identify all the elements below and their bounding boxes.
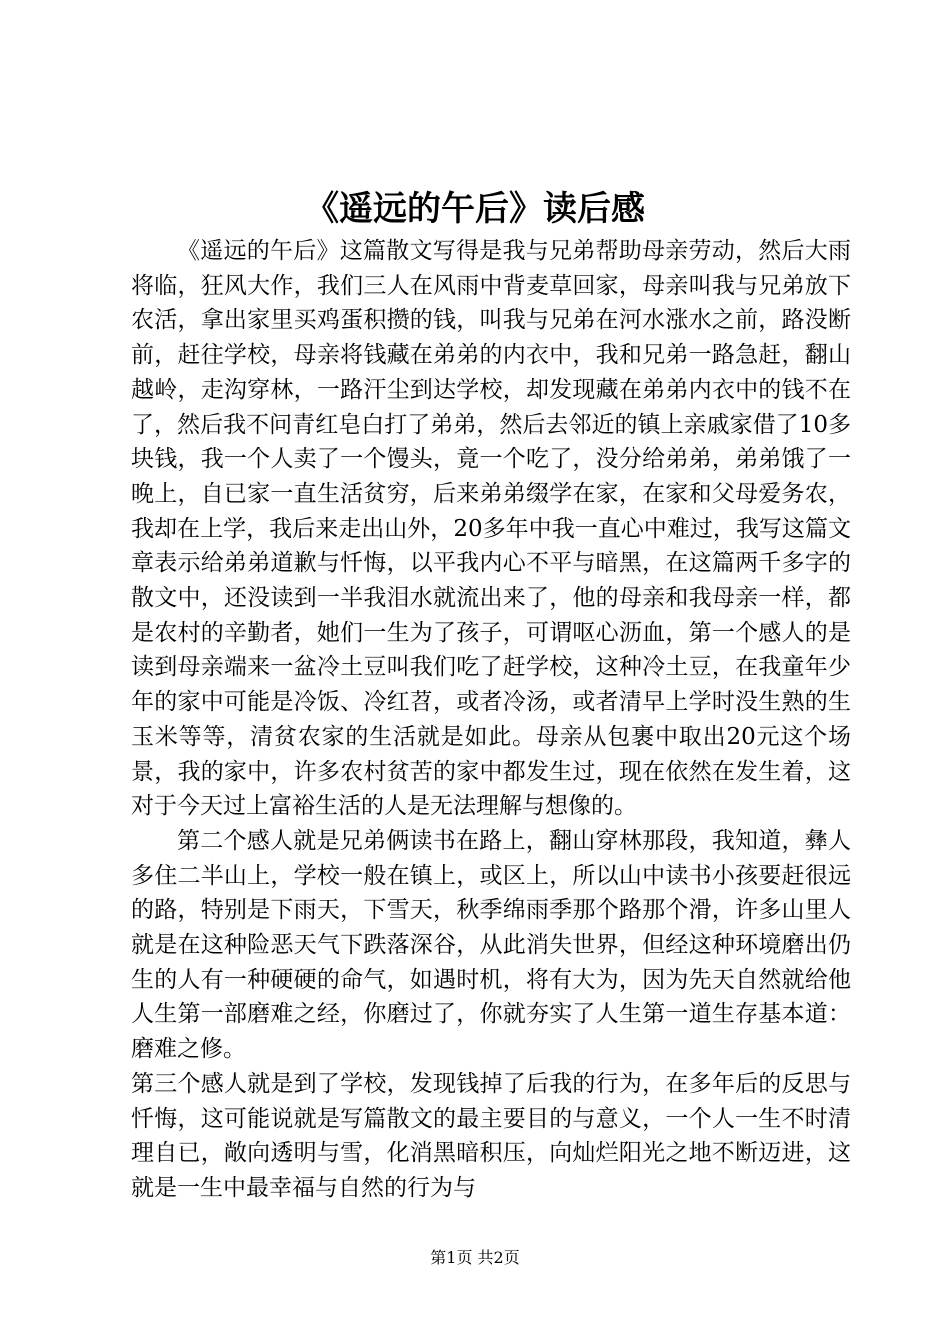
page-footer: 第1页 共2页 (430, 1248, 520, 1267)
paragraph-1: 《遥远的午后》这篇散文写得是我与兄弟帮助母亲劳动，然后大雨将临，狂风大作，我们三人在风雨中背麦草回家，母亲叫我与兄弟放下农活，拿出家里买鸡蛋积攒的钱，叫我与兄弟在河水涨水之前，路没断前，赶往学校，母亲将钱藏在弟弟的内衣中，我和兄弟一路急赶，翻山越岭，走沟穿林，一路汗尘到达学校，却发现藏在弟弟内衣中的钱不在了，然后我不问青红皂白打了弟弟，然后去邻近的镇上亲戚家借了10多块钱，我一个人卖了一个馒头，竟一个吃了，没分给弟弟，弟弟饿了一晚上，自已家一直生活贫穷，后来弟弟缀学在家，在家和父母爱务农，我却在上学，我后来走出山外，20多年中我一直心中难过，我写这篇文章表示给弟弟道歉与忏悔，以平我内心不平与暗黑，在这篇两千多字的散文中，还没读到一半我泪水就流出来了，他的母亲和我母亲一样，都是农村的辛勤者，她们一生为了孩子，可谓呕心沥血，第一个感人的是读到母亲端来一盆冷土豆叫我们吃了赶学校，这种冷土豆，在我童年少年的家中可能是冷饭、冷红苕，或者冷汤，或者清早上学时没生熟的生玉米等等，清贫农家的生活就是如此。母亲从包裹中取出20元这个场景，我的家中，许多农村贫苦的家中都发生过，现在依然在发生着，这对于今天过上富裕生活的人是无法理解与想像的。 (131, 238, 851, 820)
document-title: 《遥远的午后》读后感 (305, 189, 645, 229)
document-body (131, 234, 851, 1206)
paragraph-3: 第三个感人就是到了学校，发现钱掉了后我的行为，在多年后的反思与忏悔，这可能说就是写篇散文的最主要目的与意义，一个人一生不时清理自已，敞向透明与雪，化消黑暗积压，向灿烂阳光之地不断迈进，这就是一生中最幸福与自然的行为与 (131, 1070, 851, 1201)
paragraph-2: 第二个感人就是兄弟俩读书在路上，翻山穿林那段，我知道，彝人多住二半山上，学校一般在镇上，或区上，所以山中读书小孩要赶很远的路，特别是下雨天，下雪天，秋季绵雨季那个路那个滑，许多山里人就是在这种险恶天气下跌落深谷，从此消失世界，但经这种环境磨出仍生的人有一种硬硬的命气，如遇时机，将有大为，因为先天自然就给他人生第一部磨难之经，你磨过了，你就夯实了人生第一道生存基本道：磨难之修。 (131, 827, 851, 1063)
